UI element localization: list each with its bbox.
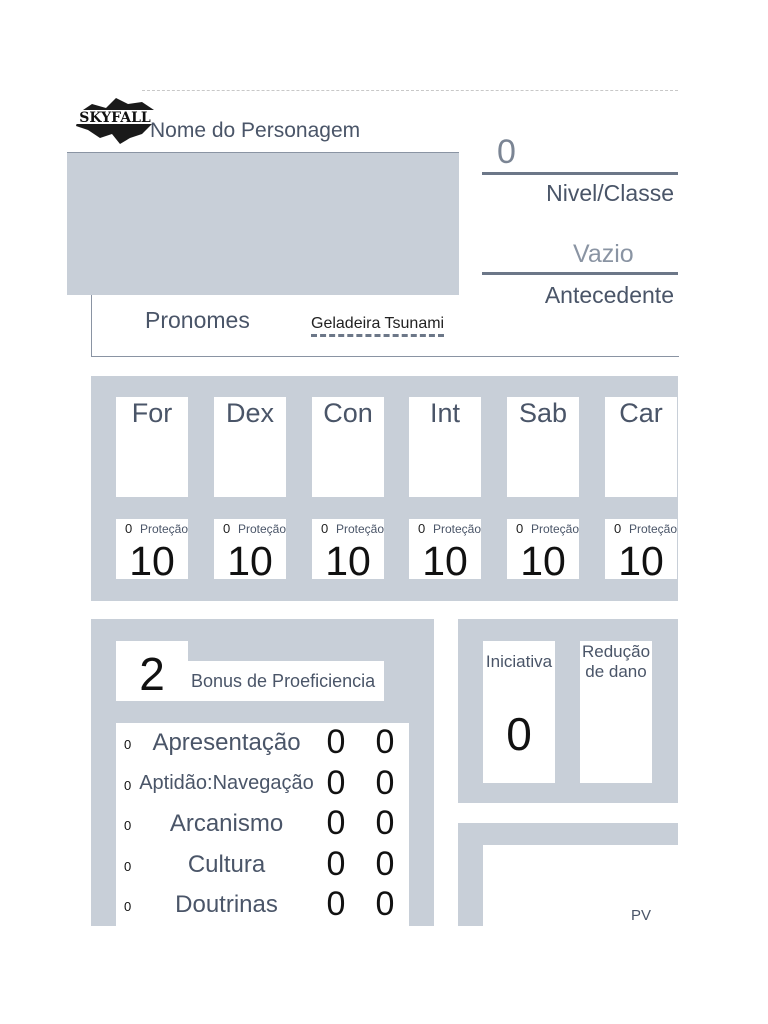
save-modifier[interactable]: 0	[321, 521, 329, 536]
save-modifier[interactable]: 0	[516, 521, 524, 536]
pronouns-label: Pronomes	[145, 307, 250, 333]
logo-text: SKYFALL	[79, 110, 151, 126]
save-label: Proteção	[336, 522, 385, 536]
skill-value-2[interactable]: 0	[375, 804, 395, 842]
initiative-value[interactable]: 0	[506, 708, 532, 760]
attribute-name: Int	[429, 398, 461, 428]
save-label: Proteção	[140, 522, 189, 536]
attribute-name: Car	[619, 398, 663, 428]
attribute-name: For	[131, 398, 173, 428]
save-label: Proteção	[238, 522, 287, 536]
skill-value-1[interactable]: 0	[326, 723, 346, 761]
skill-name: Arcanismo	[169, 810, 284, 837]
level-value[interactable]: 0	[497, 133, 516, 171]
skill-proficiency[interactable]: 0	[124, 778, 132, 793]
save-label: Proteção	[531, 522, 580, 536]
skill-proficiency[interactable]: 0	[124, 818, 132, 833]
skyfall-logo	[72, 94, 158, 144]
background-underline	[482, 272, 678, 275]
attribute-score[interactable]: 10	[129, 538, 175, 584]
save-label: Proteção	[629, 522, 678, 536]
attribute-score[interactable]: 10	[422, 538, 468, 584]
save-modifier[interactable]: 0	[125, 521, 133, 536]
save-modifier[interactable]: 0	[614, 521, 622, 536]
character-name-field[interactable]	[67, 153, 459, 295]
damage-reduction-label: Redução de dano	[581, 642, 651, 681]
level-label: Nivel/Classe	[546, 180, 674, 206]
attribute-name: Sab	[518, 398, 568, 428]
skill-name: Aptidão:Navegação	[139, 772, 314, 794]
attribute-name: Dex	[225, 398, 274, 428]
save-modifier[interactable]: 0	[223, 521, 231, 536]
skill-value-1[interactable]: 0	[326, 885, 346, 923]
attribute-score[interactable]: 10	[227, 538, 273, 584]
skill-value-2[interactable]: 0	[375, 885, 395, 923]
proficiency-label: Bonus de Proeficiencia	[191, 671, 376, 691]
attribute-score[interactable]: 10	[520, 538, 566, 584]
skill-name: Apresentação	[152, 729, 301, 756]
skill-value-1[interactable]: 0	[326, 804, 346, 842]
proficiency-value[interactable]: 2	[139, 648, 165, 700]
skill-value-2[interactable]: 0	[375, 723, 395, 761]
save-modifier[interactable]: 0	[418, 521, 426, 536]
pronouns-value[interactable]: Geladeira Tsunami	[311, 315, 444, 337]
character-name-label: Nome do Personagem	[150, 119, 361, 142]
skill-value-2[interactable]: 0	[375, 845, 395, 883]
background-value[interactable]: Vazio	[573, 240, 634, 268]
skill-proficiency[interactable]: 0	[124, 859, 132, 874]
skill-name: Cultura	[187, 851, 266, 878]
header-divider	[142, 90, 678, 91]
initiative-label: Iniciativa	[485, 652, 553, 671]
attribute-score[interactable]: 10	[618, 538, 664, 584]
skill-proficiency[interactable]: 0	[124, 737, 132, 752]
skill-name: Doutrinas	[175, 891, 278, 918]
skill-proficiency[interactable]: 0	[124, 899, 132, 914]
save-label: Proteção	[433, 522, 482, 536]
background-label: Antecedente	[544, 282, 674, 308]
hp-label: PV	[631, 907, 652, 924]
skill-value-1[interactable]: 0	[326, 845, 346, 883]
attribute-name: Con	[323, 398, 373, 428]
skill-value-1[interactable]: 0	[326, 764, 346, 802]
skill-value-2[interactable]: 0	[375, 764, 395, 802]
level-underline	[482, 172, 678, 175]
attribute-score[interactable]: 10	[325, 538, 371, 584]
